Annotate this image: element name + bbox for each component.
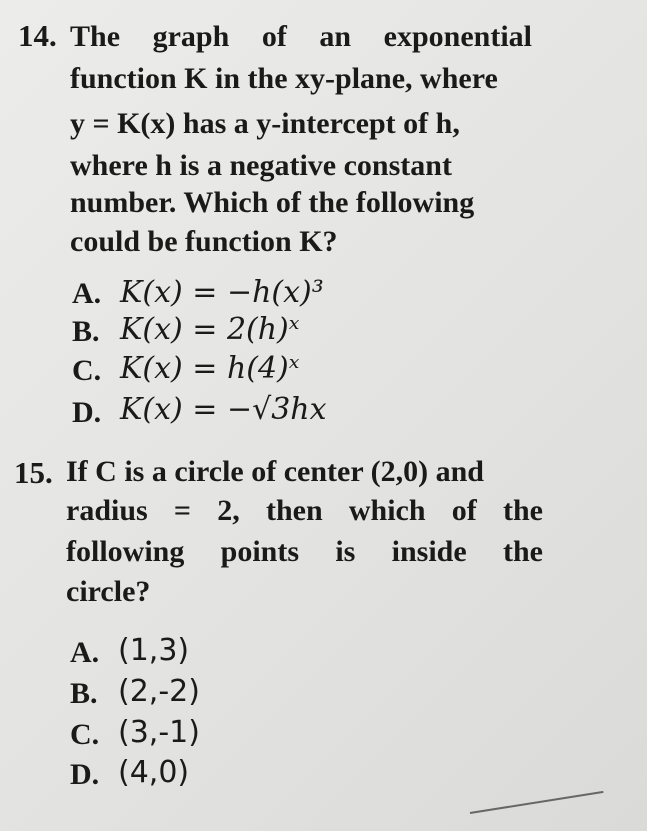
q15-option-a-point: (1,3) bbox=[118, 633, 190, 668]
word: exponential bbox=[383, 20, 532, 53]
q15-option-a-letter: A. bbox=[70, 636, 100, 669]
word: inside bbox=[391, 535, 467, 568]
question-14-line-4: where h is a negative constant bbox=[70, 149, 452, 182]
question-14-line-5: number. Which of the following bbox=[70, 186, 475, 219]
word: following bbox=[66, 535, 185, 568]
q15-option-c-letter: C. bbox=[70, 718, 100, 751]
word: which bbox=[348, 494, 426, 527]
word: of bbox=[261, 20, 287, 53]
q14-option-d-expression: K(x) = −√3hx bbox=[120, 392, 327, 427]
q14-option-b-expression: K(x) = 2(h)ˣ bbox=[120, 312, 300, 347]
question-15-line-2 bbox=[66, 496, 543, 526]
q14-option-c-expression: K(x) = h(4)ˣ bbox=[120, 351, 300, 386]
word: then bbox=[265, 494, 323, 527]
word: = bbox=[173, 494, 192, 527]
question-15-line-3 bbox=[66, 537, 543, 567]
pencil-mark-divider bbox=[470, 791, 604, 814]
q14-option-b-letter: B. bbox=[72, 315, 100, 348]
q15-option-b-point: (2,-2) bbox=[118, 674, 200, 709]
question-14-line-3: y = K(x) has a y-intercept of h, bbox=[70, 107, 460, 140]
q15-option-d-point: (4,0) bbox=[118, 755, 190, 790]
word: of bbox=[451, 494, 477, 527]
question-15-line-1: If C is a circle of center (2,0) and bbox=[66, 455, 484, 488]
word: is bbox=[335, 535, 356, 568]
question-15-number: 15. bbox=[14, 455, 53, 490]
q14-option-a-expression: K(x) = −h(x)³ bbox=[120, 275, 324, 310]
q15-option-c-point: (3,-1) bbox=[118, 715, 200, 750]
question-14-line-6: could be function K? bbox=[70, 225, 338, 258]
word: the bbox=[502, 535, 543, 568]
word: an bbox=[319, 20, 352, 53]
q15-option-d-letter: D. bbox=[70, 758, 100, 791]
word: 2, bbox=[217, 494, 240, 527]
word: the bbox=[503, 494, 543, 527]
q15-option-b-letter: B. bbox=[70, 677, 98, 710]
word: radius bbox=[66, 494, 148, 527]
q14-option-a-letter: A. bbox=[72, 277, 102, 310]
question-14-line-2: function K in the xy-plane, where bbox=[70, 62, 498, 95]
question-14-number: 14. bbox=[18, 18, 57, 53]
question-15-line-4: circle? bbox=[66, 575, 151, 608]
word: The bbox=[70, 20, 121, 53]
q14-option-d-letter: D. bbox=[72, 396, 102, 429]
question-14-line-1 bbox=[70, 22, 532, 52]
word: graph bbox=[152, 20, 230, 53]
word: points bbox=[220, 535, 300, 568]
q14-option-c-letter: C. bbox=[72, 354, 102, 387]
